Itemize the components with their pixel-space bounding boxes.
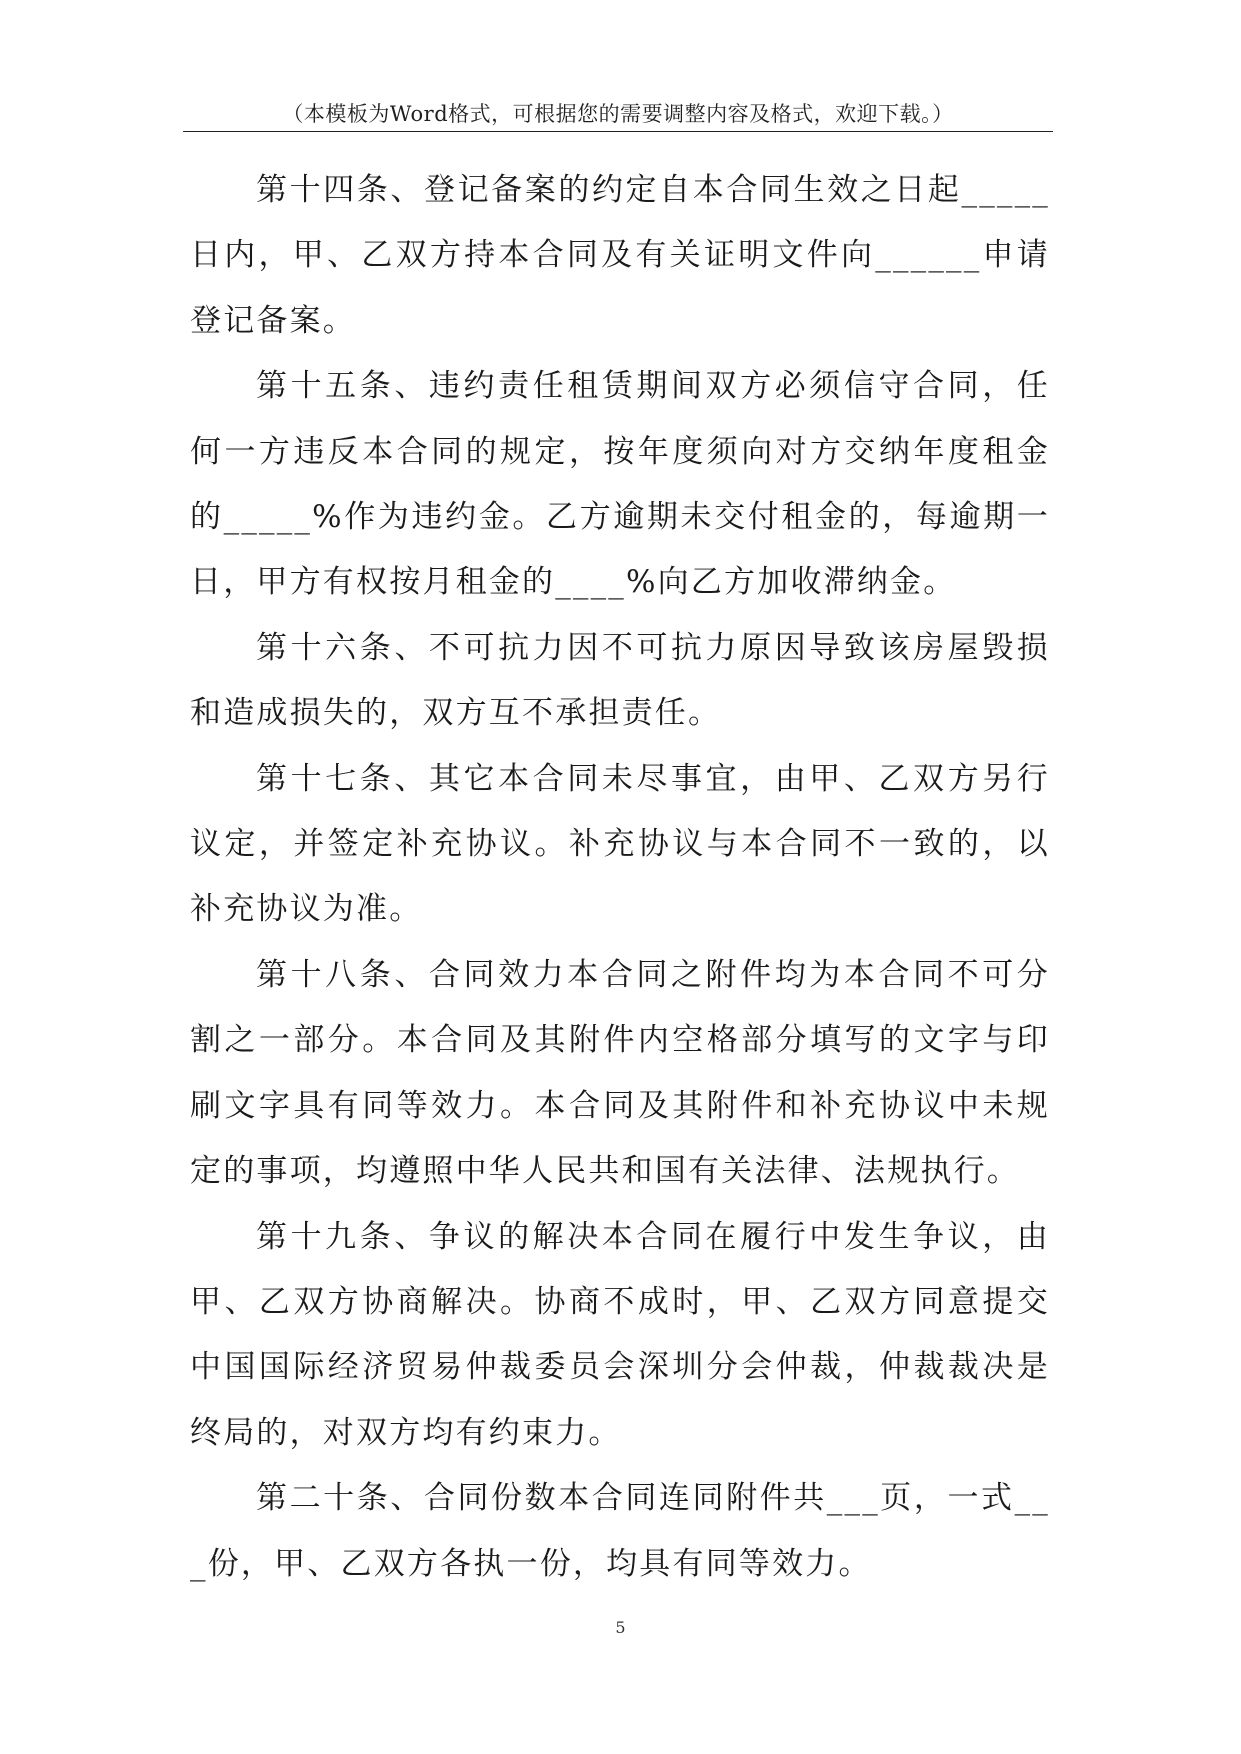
header-divider bbox=[183, 131, 1053, 132]
article-15: 第十五条、违约责任租赁期间双方必须信守合同，任何一方违反本合同的规定，按年度须向对方交纳年度租金的_____%作为违约金。乙方逾期未交付租金的，每逾期一日，甲方有权按月租金的____%向乙方加收滞纳金。 bbox=[190, 368, 1050, 601]
article-16: 第十六条、不可抗力因不可抗力原因导致该房屋毁损和造成损失的，双方互不承担责任。 bbox=[190, 629, 1050, 732]
article-14: 第十四条、登记备案的约定自本合同生效之日起_____日内，甲、乙双方持本合同及有关证明文件向______申请登记备案。 bbox=[190, 172, 1050, 339]
article-17: 第十七条、其它本合同未尽事宜，由甲、乙双方另行议定，并签定补充协议。补充协议与本合同不一致的，以补充协议为准。 bbox=[190, 760, 1050, 928]
article-19: 第十九条、争议的解决本合同在履行中发生争议，由甲、乙双方协商解决。协商不成时，甲、乙双方同意提交中国国际经济贸易仲裁委员会深圳分会仲裁，仲裁裁决是终局的，对双方均有约束力。 bbox=[190, 1218, 1050, 1451]
header-note: （本模板为Word格式，可根据您的需要调整内容及格式，欢迎下载。） bbox=[282, 102, 954, 126]
article-18: 第十八条、合同效力本合同之附件均为本合同不可分割之一部分。本合同及其附件内空格部分填写的文字与印刷文字具有同等效力。本合同及其附件和补充协议中未规定的事项，均遵照中华人民共和国有关法律、法规执行。 bbox=[190, 956, 1050, 1190]
contract-body bbox=[190, 158, 1050, 1597]
article-20: 第二十条、合同份数本合同连同附件共___页，一式___份，甲、乙双方各执一份，均具有同等效力。 bbox=[190, 1480, 1050, 1582]
page-number: 5 bbox=[615, 1618, 626, 1637]
